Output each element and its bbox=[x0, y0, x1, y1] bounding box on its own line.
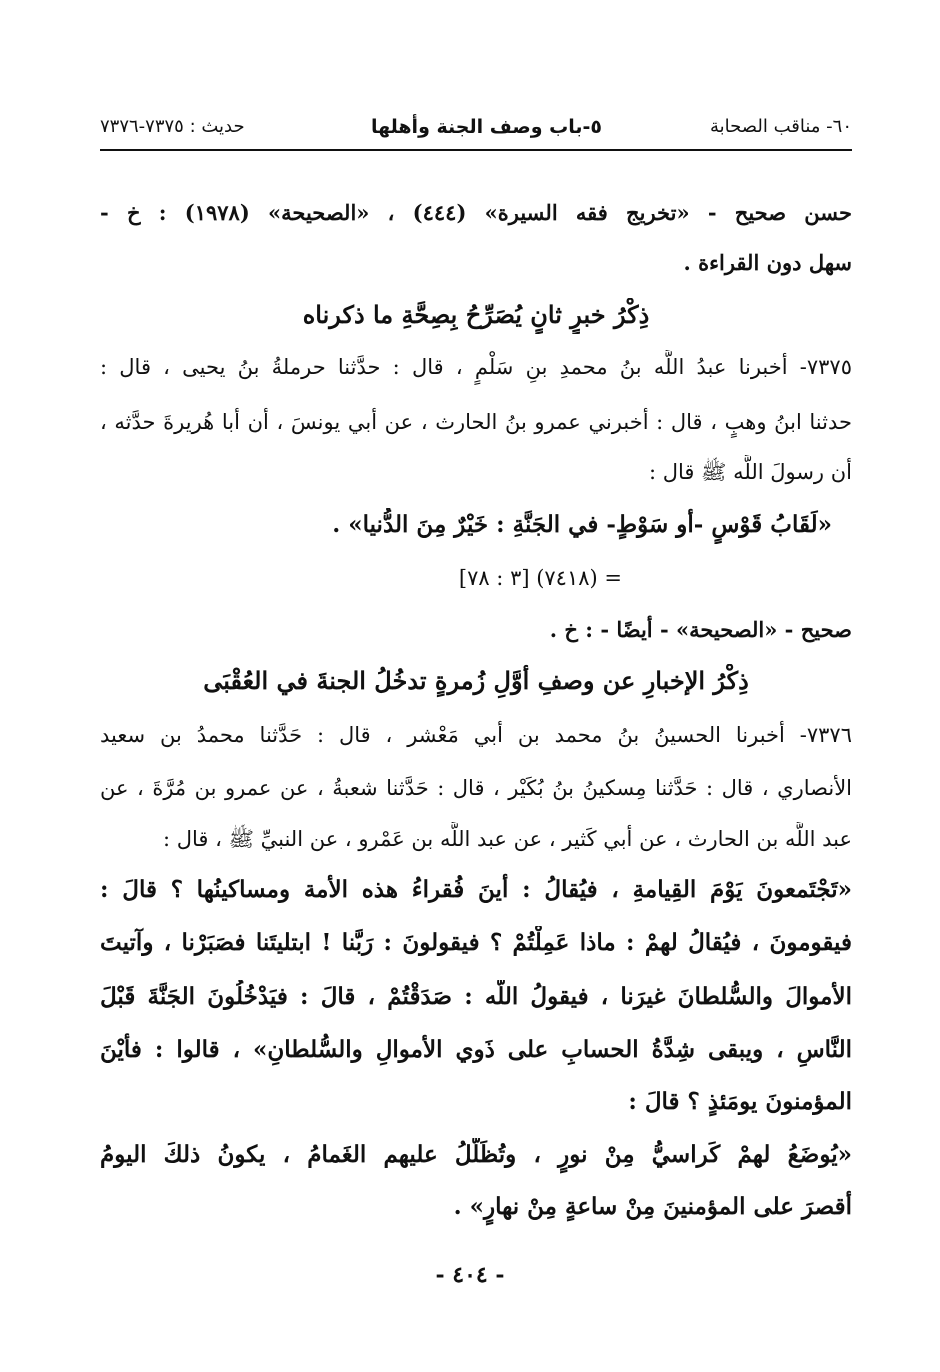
header-section: ٥-باب وصف الجنة وأهلها bbox=[370, 116, 602, 138]
cross-reference: = (٧٤١٨) [٣ : ٧٨] bbox=[458, 566, 622, 590]
text-line: سهل دون القراءة . bbox=[683, 250, 852, 275]
header-divider bbox=[100, 149, 852, 151]
hadith-text: «لَقَابُ قَوْسٍ -أو سَوْطٍ- في الجَنَّةِ : خَيْرٌ مِنَ الدُّنيا» . bbox=[332, 511, 832, 538]
text-line: حدثنا ابنُ وهبٍ ، قال : أخبرني عمرو بنُ الحارث ، عن أبي يونسَ ، أن أبا هُريرةَ حدَّثه ، bbox=[100, 410, 852, 434]
grading-note: صحيح - «الصحيحة» - أيضًا - : خ . bbox=[549, 617, 852, 642]
header-hadith-range: حديث : ٧٣٧٥-٧٣٧٦ bbox=[100, 116, 245, 137]
text-line: ٧٣٧٦- أخبرنا الحسينُ بنُ محمد بن أبي مَعْشر ، قال : حَدَّثنا محمدُ بن سعيد bbox=[100, 723, 852, 747]
section-heading: ذِكْرُ الإخبارِ عن وصفِ أوَّلِ زُمرةٍ تدخُلُ الجنةَ في العُقْبَى bbox=[203, 666, 749, 695]
hadith-text: فيقومونَ ، فيُقالُ لهمْ : ماذا عَمِلْتُمْ ؟ فيقولونَ : رَبَّنا ! ابتليتَنا فصَبَرْنا ، وآتيتَ bbox=[100, 929, 852, 956]
text-line: حسن صحيح - «تخريج فقه السيرة» (٤٤٤) ، «الصحيحة» (١٩٧٨) : خ - bbox=[100, 200, 852, 225]
text-line: الأنصاري ، قال : حَدَّثنا مِسكينُ بنُ بُكَيْر ، قال : حَدَّثنا شعبةُ ، عن عمرو بن مُرَّةَ ، عن bbox=[100, 776, 852, 800]
text-line: أن رسولَ اللَّه ﷺ قال : bbox=[648, 460, 852, 484]
page-number: - ٤٠٤ - bbox=[435, 1262, 505, 1288]
text-line: عبد اللَّه بن الحارث ، عن أبي كَثير ، عن عبد اللَّه بن عَمْرو ، عن النبيِّ ﷺ ، قال : bbox=[163, 827, 852, 851]
hadith-text: «يُوضَعُ لهمْ كَراسيُّ مِنْ نورٍ ، وتُظَلَّلُ عليهم الغَمامُ ، يكونُ ذلكَ اليومُ bbox=[100, 1141, 852, 1168]
text-line: ٧٣٧٥- أخبرنا عبدُ اللَّه بنُ محمدِ بنِ سَلْمٍ ، قال : حدَّثنا حرملةُ بنُ يحيى ، قال : bbox=[100, 355, 852, 379]
hadith-text: الأموالَ والسُّلطانَ غيرَنا ، فيقولُ اللَّه : صَدَقْتُمْ ، قالَ : فيَدْخُلُونَ الجَنَّةَ قَبْلَ bbox=[100, 983, 852, 1010]
running-header bbox=[100, 112, 852, 146]
hadith-text: النَّاسِ ، ويبقى شِدَّةُ الحسابِ على ذَوي الأموالِ والسُّلطانِ» ، قالوا : فأَيْنَ bbox=[100, 1036, 852, 1063]
section-heading: ذِكْرُ خبرٍ ثانٍ يُصَرِّحُ بِصِحَّةِ ما ذكرناه bbox=[302, 300, 650, 329]
hadith-text: أقصرَ على المؤمنينَ مِنْ ساعةٍ مِنْ نهارٍ» . bbox=[453, 1193, 852, 1220]
header-chapter: ٦٠- مناقب الصحابة bbox=[710, 116, 852, 137]
hadith-text: «تَجْتَمعونَ يَوْمَ القِيامةِ ، فيُقالُ : أينَ فُقراءُ هذه الأمة ومساكينُها ؟ قالَ : bbox=[100, 876, 852, 903]
hadith-text: المؤمنونَ يومَئذٍ ؟ قالَ : bbox=[628, 1088, 852, 1115]
